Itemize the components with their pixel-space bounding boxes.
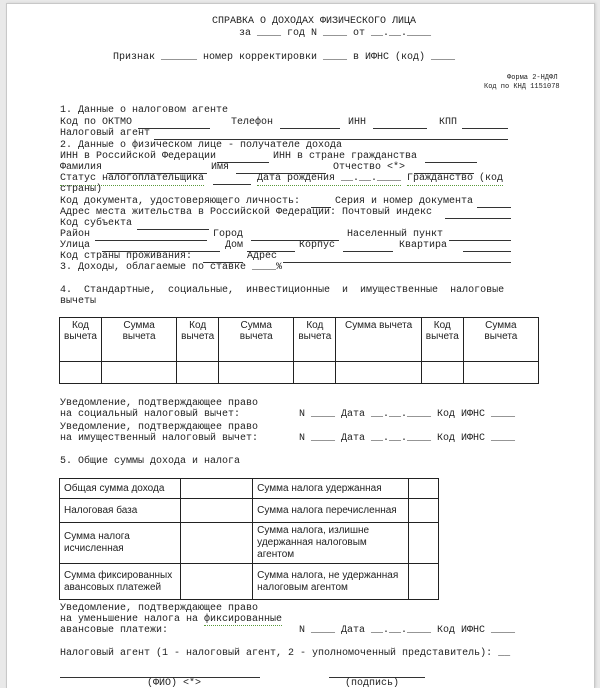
col-sum-1: Сумма вычета (101, 318, 176, 362)
deduction-sum-cell[interactable] (101, 362, 176, 384)
kpp-line[interactable] (462, 128, 508, 129)
notice3-line3: авансовые платежи: (60, 625, 169, 636)
house-label: Дом (225, 240, 244, 251)
agent-label: Налоговый агент (60, 128, 151, 139)
deduction-code-cell[interactable] (60, 362, 102, 384)
totals-table (59, 478, 439, 600)
status-label: Статус налогоплательщика (60, 173, 205, 184)
flat-label: Квартира (399, 240, 448, 251)
col-code-3: Код вычета (294, 318, 336, 362)
total-income-value[interactable] (181, 479, 253, 499)
notice3-line1: Уведомление, подтверждающее право (60, 603, 259, 614)
tax-overwithheld-value[interactable] (409, 523, 439, 564)
tax-not-withheld-label: Сумма налога, не удержанная налоговым агентом (253, 564, 409, 600)
city-label: Город (213, 229, 244, 240)
doc-series-label: Серия и номер документа (335, 196, 474, 207)
inn-country-line[interactable] (425, 162, 477, 163)
tax-withheld-value[interactable] (409, 479, 439, 499)
phone-line[interactable] (280, 128, 340, 129)
totals-row (60, 523, 439, 564)
totals-row (60, 479, 439, 499)
surname-label: Фамилия (60, 162, 103, 173)
tax-base-value[interactable] (181, 499, 253, 523)
deductions-header-row (60, 318, 539, 362)
section3-heading: 3. Доходы, облагаемые по ставке ____% (60, 262, 283, 273)
fixed-payments-value[interactable] (181, 564, 253, 600)
notice3-underlined: фиксированные (204, 614, 283, 625)
deductions-data-row (60, 362, 539, 384)
deduction-sum-cell[interactable] (336, 362, 421, 384)
flat-line[interactable] (463, 251, 511, 252)
deductions-table (59, 317, 539, 384)
oktmo-label: Код по ОКТМО (60, 117, 133, 128)
inn-rf-label: ИНН в Российской Федерации (60, 151, 217, 162)
phone-label: Телефон (231, 117, 274, 128)
col-sum-2: Сумма вычета (219, 318, 294, 362)
inn-label: ИНН (348, 117, 367, 128)
notice2-line2: на имущественный налоговый вычет: (60, 433, 259, 444)
section5-heading: 5. Общие суммы дохода и налога (60, 456, 241, 467)
form-code: Код по КНД 1151078 (484, 83, 560, 91)
settlement-line[interactable] (449, 240, 511, 241)
fio-label: (ФИО) <*> (147, 678, 202, 688)
tax-not-withheld-value[interactable] (409, 564, 439, 600)
kpp-label: КПП (439, 117, 458, 128)
tax-calculated-value[interactable] (181, 523, 253, 564)
tax-transferred-value[interactable] (409, 499, 439, 523)
country-label: страны) (60, 184, 103, 195)
col-sum-4: Сумма вычета (463, 318, 538, 362)
totals-row (60, 564, 439, 600)
tax-withheld-label: Сумма налога удержанная (253, 479, 409, 499)
col-code-4: Код вычета (421, 318, 463, 362)
address-label: Адрес (247, 251, 278, 262)
signature-label: (подпись) (345, 678, 400, 688)
notice1-fields: N ____ Дата __.__.____ Код ИФНС ____ (299, 409, 516, 420)
district-line[interactable] (95, 240, 207, 241)
patronymic-label: Отчество <*> (333, 162, 406, 173)
region-label: Код субъекта (60, 218, 133, 229)
section1-heading: 1. Данные о налоговом агенте (60, 105, 229, 116)
birth-label: Дата рождения __.__.____ (257, 173, 402, 184)
deduction-code-cell[interactable] (177, 362, 219, 384)
deduction-sum-cell[interactable] (219, 362, 294, 384)
form-name: Форма 2-НДФЛ (507, 74, 558, 82)
tax-transferred-label: Сумма налога перечисленная (253, 499, 409, 523)
deduction-code-cell[interactable] (294, 362, 336, 384)
tax-base-label: Налоговая база (60, 499, 181, 523)
document-title: СПРАВКА О ДОХОДАХ ФИЗИЧЕСКОГО ЛИЦА (212, 16, 417, 27)
doc-code-label: Код документа, удостоверяющего личность: (60, 196, 301, 207)
inn-country-label: ИНН в стране гражданства (273, 151, 418, 162)
correction-line: Признак ______ номер корректировки ____ в ИФНС (код) ____ (113, 52, 456, 63)
notice2-fields: N ____ Дата __.__.____ Код ИФНС ____ (299, 433, 516, 444)
address-line[interactable] (283, 262, 511, 263)
citizenship-label: Гражданство (код (407, 173, 504, 184)
notice3-fields: N ____ Дата __.__.____ Код ИФНС ____ (299, 625, 516, 636)
doc-series-line[interactable] (477, 207, 511, 208)
agent-type-line: Налоговый агент (1 - налоговый агент, 2 - уполномоченный представитель): __ (60, 648, 511, 659)
notice3-text: на уменьшение налога на (60, 614, 205, 625)
settlement-label: Населенный пункт (347, 229, 444, 240)
document-page (6, 3, 595, 688)
notice2-line1: Уведомление, подтверждающее право (60, 422, 259, 433)
inn-line[interactable] (373, 128, 427, 129)
street-label: Улица (60, 240, 91, 251)
tax-calculated-label: Сумма налога исчисленная (60, 523, 181, 564)
status-line[interactable] (213, 184, 251, 185)
total-income-label: Общая сумма дохода (60, 479, 181, 499)
building-line[interactable] (343, 251, 393, 252)
tax-overwithheld-label: Сумма налога, излишне удержанная налоговым агентом (253, 523, 409, 564)
totals-row (60, 499, 439, 523)
notice1-line1: Уведомление, подтверждающее право (60, 398, 259, 409)
deduction-sum-cell[interactable] (463, 362, 538, 384)
col-code-1: Код вычета (60, 318, 102, 362)
region-line[interactable] (137, 229, 209, 230)
col-code-2: Код вычета (177, 318, 219, 362)
name-label: Имя (211, 162, 230, 173)
notice1-line2: на социальный налоговый вычет: (60, 409, 241, 420)
document-subtitle: за ____ год N ____ от __.__.____ (239, 28, 432, 39)
deduction-code-cell[interactable] (421, 362, 463, 384)
district-label: Район (60, 229, 91, 240)
col-sum-3: Сумма вычета (336, 318, 421, 362)
building-label: Корпус (299, 240, 336, 251)
country-code-label: Код страны проживания: (60, 251, 193, 262)
address-rf-label: Адрес места жительства в Российской Федерации: Почтовый индекс (60, 207, 433, 218)
postal-code-line[interactable] (445, 218, 511, 219)
section4-heading-line1: 4. Стандартные, социальные, инвестиционные и имущественные налоговые (60, 285, 505, 296)
fixed-payments-label: Сумма фиксированных авансовых платежей (60, 564, 181, 600)
section4-heading-line2: вычеты (60, 296, 97, 307)
section2-heading: 2. Данные о физическом лице - получателе дохода (60, 140, 343, 151)
